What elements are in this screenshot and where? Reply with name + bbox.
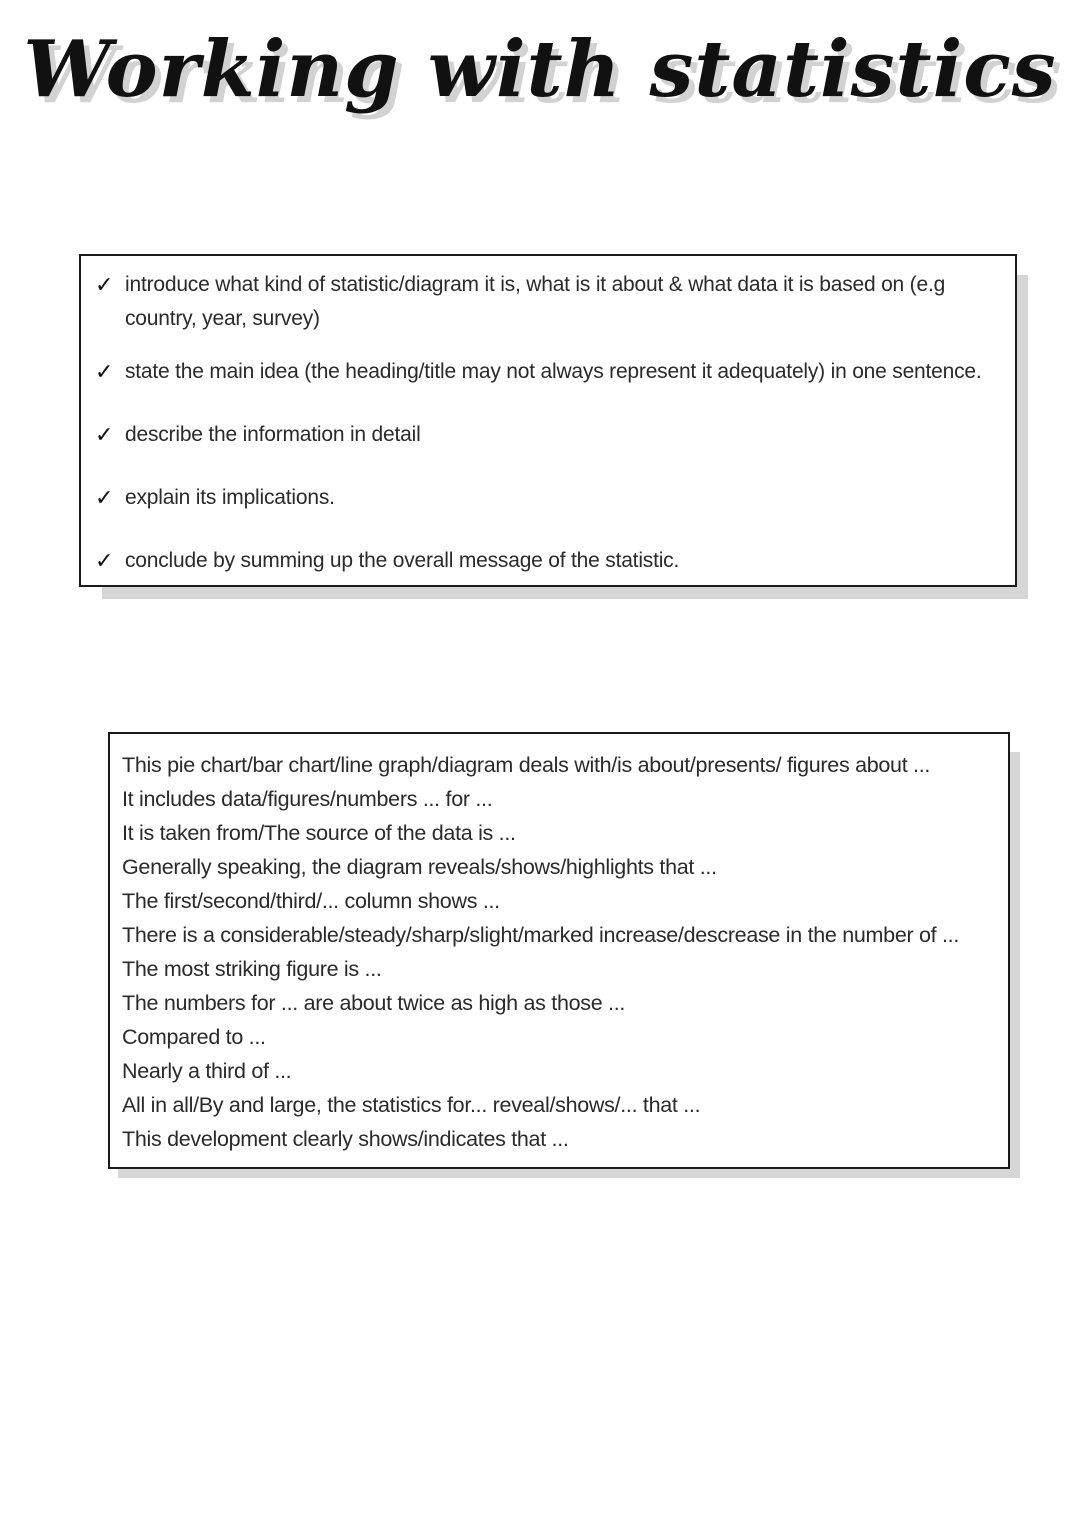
checklist-item <box>95 268 1001 336</box>
phrase-line: It includes data/figures/numbers ... for ... <box>122 787 493 811</box>
phrases-box <box>108 732 1010 1169</box>
checklist-box <box>79 254 1017 587</box>
check-icon: ✓ <box>95 548 114 573</box>
phrase-line: Nearly a third of ... <box>122 1059 292 1083</box>
checklist-item-text: describe the information in detail <box>125 423 421 446</box>
checklist-item-text: introduce what kind of statistic/diagram it is, what is it about & what data it is based on (e.g country, year, survey) <box>125 273 946 330</box>
checklist-item <box>95 355 1001 389</box>
check-icon: ✓ <box>95 422 114 447</box>
phrase-line: The most striking figure is ... <box>122 957 382 981</box>
phrase-line: All in all/By and large, the statistics for... reveal/shows/... that ... <box>122 1093 701 1117</box>
checklist-item-text: explain its implications. <box>125 486 335 509</box>
phrase-line: This pie chart/bar chart/line graph/diagram deals with/is about/presents/ figures about ... <box>122 753 931 777</box>
checklist-item <box>95 481 1001 515</box>
phrase-line: This development clearly shows/indicates that ... <box>122 1127 569 1151</box>
checklist-item <box>95 544 1001 578</box>
checklist-item-text: state the main idea (the heading/title may not always represent it adequately) in one sentence. <box>125 360 982 383</box>
phrase-line: Generally speaking, the diagram reveals/shows/highlights that ... <box>122 855 717 879</box>
check-icon: ✓ <box>95 272 114 297</box>
phrase-line: There is a considerable/steady/sharp/slight/marked increase/descrease in the number of ... <box>122 923 960 947</box>
check-icon: ✓ <box>95 485 114 510</box>
phrase-line: The numbers for ... are about twice as high as those ... <box>122 991 626 1015</box>
checklist-item <box>95 418 1001 452</box>
phrase-line: It is taken from/The source of the data is ... <box>122 821 516 845</box>
phrase-line: Compared to ... <box>122 1025 266 1049</box>
check-icon: ✓ <box>95 359 114 384</box>
phrase-line: The first/second/third/... column shows ... <box>122 889 500 913</box>
page-title: Working with statistics <box>23 24 1057 115</box>
checklist-item-text: conclude by summing up the overall message of the statistic. <box>125 549 680 572</box>
